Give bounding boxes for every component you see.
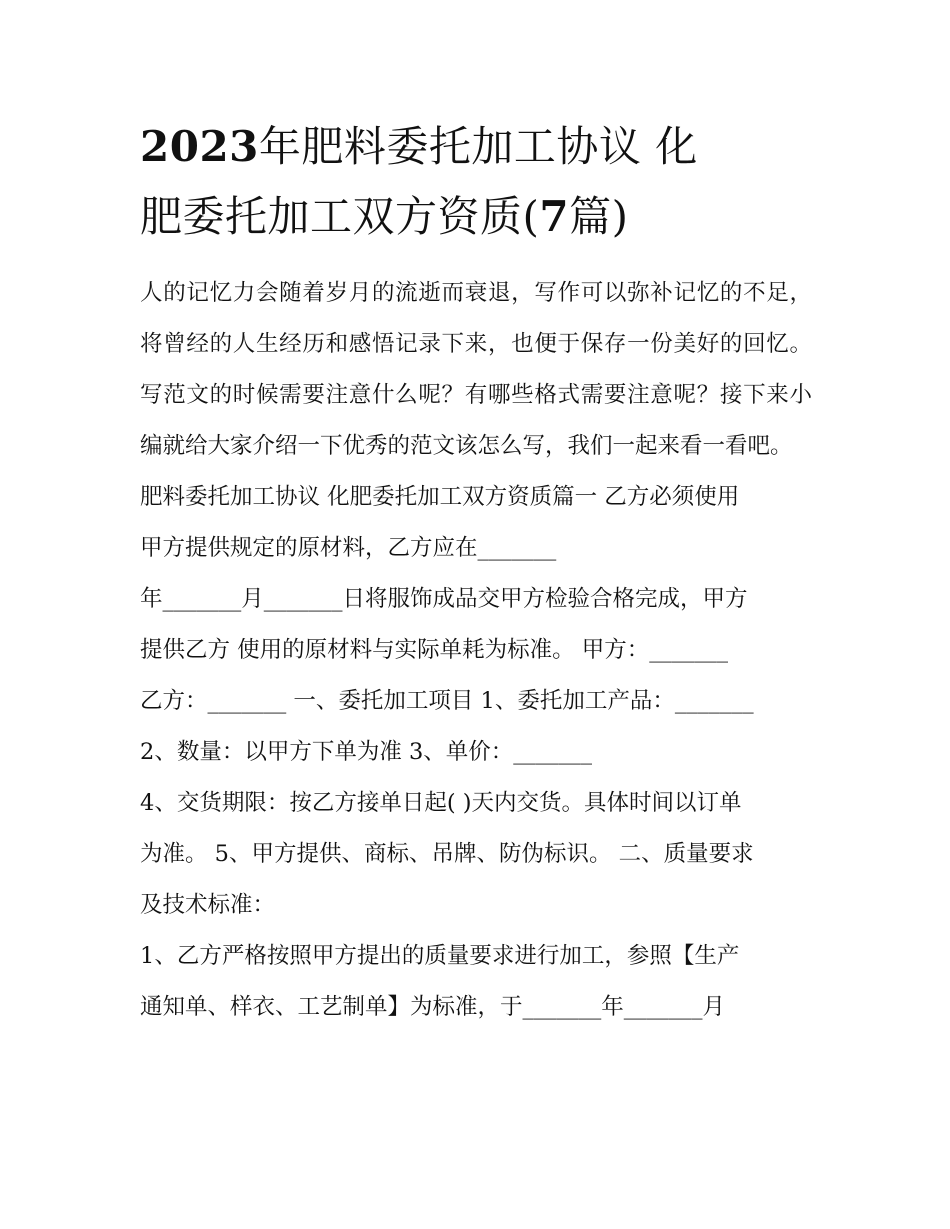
body-line: 1、乙方严格按照甲方提出的质量要求进行加工，参照【生产: [140, 943, 740, 969]
body-line: 乙方：_______ 一、委托加工项目 1、委托加工产品：_______: [140, 688, 754, 714]
body-line: 2、数量：以甲方下单为准 3、单价：_______: [140, 739, 593, 765]
title-line-1: [140, 122, 698, 171]
intro-paragraph: 人的记忆力会随着岁月的流逝而衰退，写作可以弥补记忆的不足，将曾经的人生经历和感悟记录下来，也便于保存一份美好的回忆。写范文的时候需要注意什么呢？有哪些格式需要注意呢？接下来小编就给大家介绍一下优秀的范文该怎么写，我们一起来看一看吧。: [140, 280, 812, 459]
body-line: 甲方提供规定的原材料，乙方应在_______: [140, 535, 557, 561]
body-line: 为准。 5、甲方提供、商标、吊牌、防伪标识。 二、质量要求: [140, 841, 754, 867]
title-year: 2023: [140, 122, 259, 171]
body-line: 及技术标准：: [140, 892, 276, 918]
title-count: 7: [539, 192, 570, 241]
document-title: [140, 112, 812, 252]
body-line: 4、交货期限：按乙方接单日起( )天内交货。具体时间以订单: [140, 790, 742, 816]
body-line: 提供乙方 使用的原材料与实际单耗为标准。 甲方：_______: [140, 637, 729, 663]
body-line: 肥料委托加工协议 化肥委托加工双方资质篇一 乙方必须使用: [140, 484, 740, 510]
title-line-1-text: 年肥料委托加工协议 化: [258, 122, 698, 171]
title-line-2-suffix: 篇): [569, 192, 629, 241]
body-line: 通知单、样衣、工艺制单】为标准，于_______年_______月: [140, 994, 726, 1020]
body-line: 年_______月_______日将服饰成品交甲方检验合格完成，甲方: [140, 586, 748, 612]
title-line-2: [140, 192, 629, 241]
intro-section: [140, 268, 812, 472]
agreement-body: [140, 472, 812, 1033]
title-line-2-text: 肥委托加工双方资质(: [140, 192, 540, 241]
document-page: [140, 112, 812, 1033]
